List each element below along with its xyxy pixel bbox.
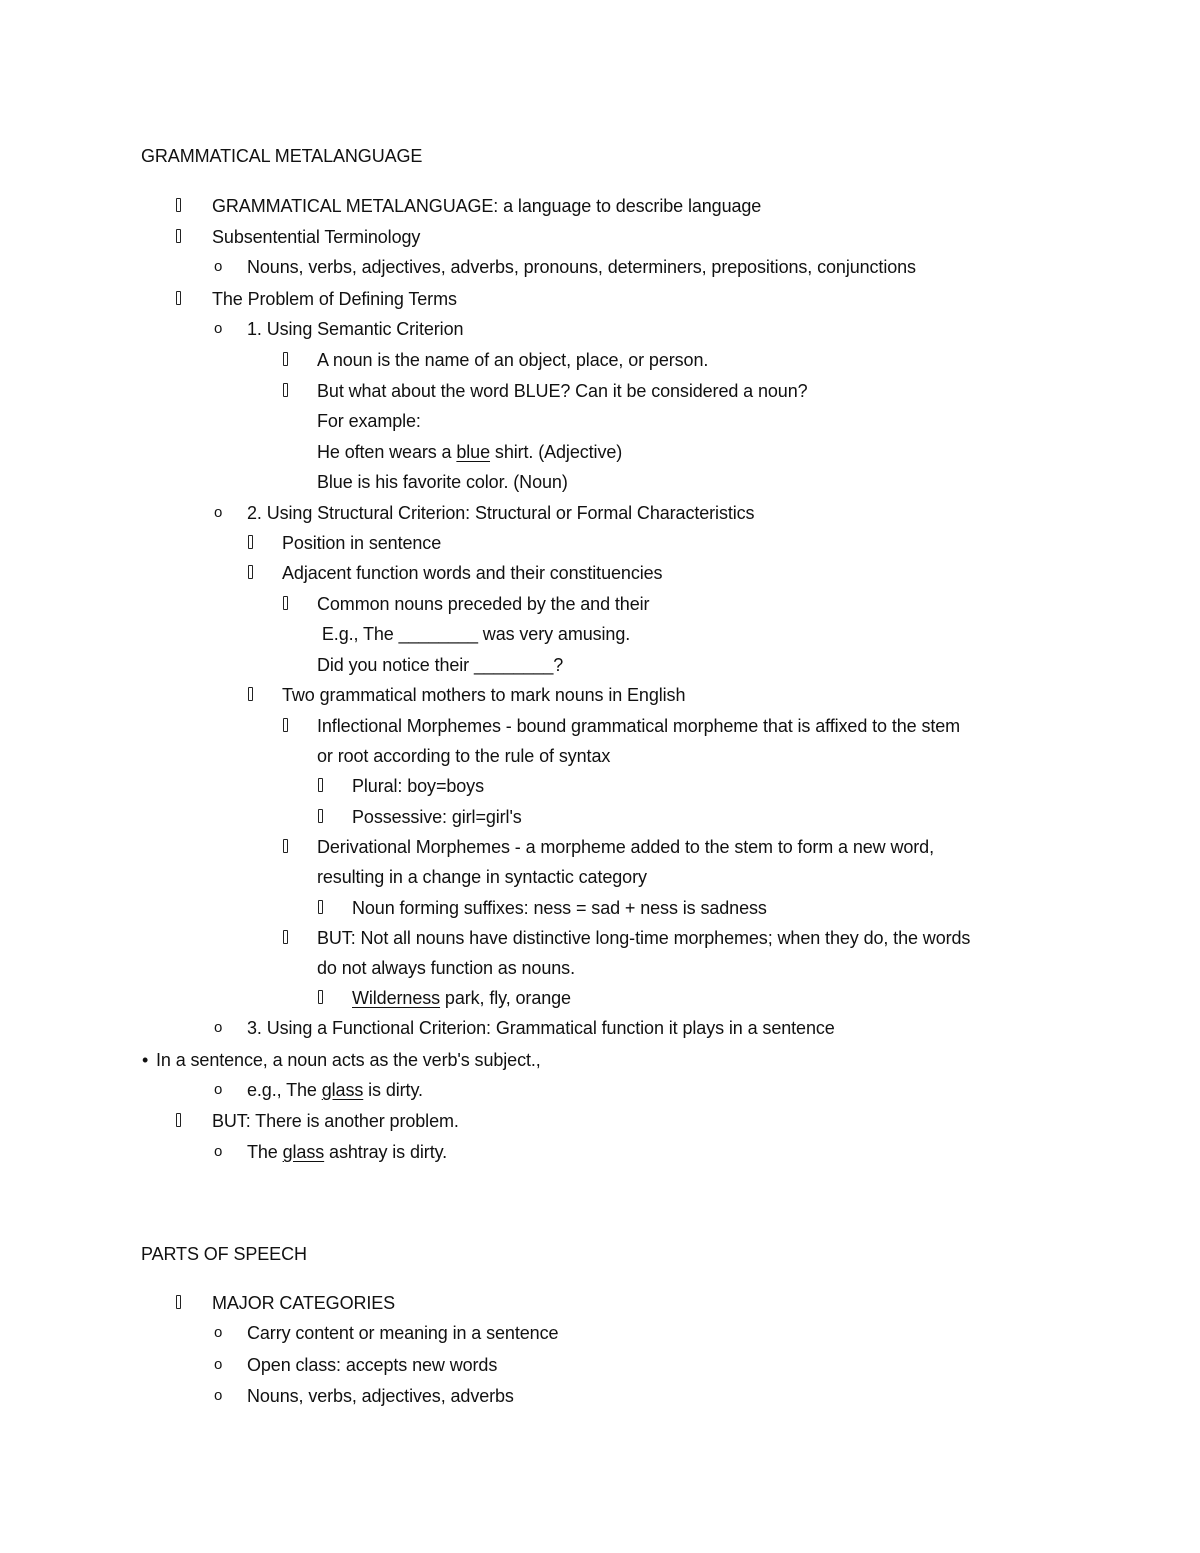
list-item-continuation: Blue is his favorite color. (Noun)	[317, 472, 568, 492]
list-item: Carry content or meaning in a sentence	[247, 1323, 559, 1343]
list-item	[352, 987, 571, 1009]
square-bullet-icon	[176, 1292, 181, 1316]
list-item: Common nouns preceded by the and their	[317, 594, 650, 614]
list-item-continuation: For example:	[317, 411, 421, 431]
circle-bullet-icon: o	[214, 1387, 223, 1404]
circle-bullet-icon: o	[214, 1019, 223, 1036]
square-bullet-icon	[283, 836, 288, 860]
circle-bullet-icon: o	[214, 1143, 223, 1160]
text-segment: park, fly, orange	[440, 988, 571, 1008]
square-bullet-icon	[318, 987, 323, 1011]
square-bullet-icon	[318, 775, 323, 799]
list-item-continuation	[317, 441, 622, 463]
list-item: Adjacent function words and their constituencies	[282, 563, 663, 583]
list-item: Nouns, verbs, adjectives, adverbs, pronouns, determiners, prepositions, conjunctions	[247, 257, 916, 277]
list-item: Two grammatical mothers to mark nouns in English	[282, 685, 686, 705]
underlined-word: Wilderness	[352, 988, 441, 1008]
list-item: In a sentence, a noun acts as the verb's subject.,	[156, 1050, 541, 1070]
square-bullet-icon	[318, 897, 323, 921]
list-item-continuation: do not always function as nouns.	[317, 958, 575, 978]
list-item: BUT: There is another problem.	[212, 1111, 459, 1131]
list-item: The Problem of Defining Terms	[212, 289, 457, 309]
list-item-continuation: resulting in a change in syntactic category	[317, 867, 647, 887]
list-item: Nouns, verbs, adjectives, adverbs	[247, 1386, 514, 1406]
square-bullet-icon	[248, 562, 253, 586]
list-item: Position in sentence	[282, 533, 442, 553]
square-bullet-icon	[283, 380, 288, 404]
list-item-continuation: or root according to the rule of syntax	[317, 746, 611, 766]
text-segment: ashtray is dirty.	[324, 1142, 448, 1162]
list-item: Inflectional Morphemes - bound grammatical morpheme that is affixed to the stem	[317, 716, 961, 736]
list-item-continuation: Did you notice their ________?	[317, 655, 564, 675]
list-item-continuation: E.g., The ________ was very amusing.	[317, 624, 631, 644]
square-bullet-icon	[176, 1110, 181, 1134]
list-item: But what about the word BLUE? Can it be considered a noun?	[317, 381, 808, 401]
list-item: Derivational Morphemes - a morpheme added to the stem to form a new word,	[317, 837, 934, 857]
text-segment: He often wears a	[317, 442, 457, 462]
text-segment: e.g., The	[247, 1080, 322, 1100]
text-segment: shirt. (Adjective)	[490, 442, 623, 462]
square-bullet-icon	[283, 349, 288, 373]
underlined-word: glass	[282, 1142, 325, 1162]
list-item: Open class: accepts new words	[247, 1355, 498, 1375]
section-heading: GRAMMATICAL METALANGUAGE	[141, 146, 423, 166]
section-heading: PARTS OF SPEECH	[141, 1244, 307, 1264]
square-bullet-icon	[283, 715, 288, 739]
circle-bullet-icon: o	[214, 1356, 223, 1373]
square-bullet-icon	[283, 927, 288, 951]
square-bullet-icon	[248, 684, 253, 708]
dot-bullet-icon: •	[142, 1050, 149, 1070]
list-item: BUT: Not all nouns have distinctive long-time morphemes; when they do, the words	[317, 928, 971, 948]
list-item: 2. Using Structural Criterion: Structural or Formal Characteristics	[247, 503, 755, 523]
circle-bullet-icon: o	[214, 504, 223, 521]
list-item: 3. Using a Functional Criterion: Grammatical function it plays in a sentence	[247, 1018, 835, 1038]
underlined-word: blue	[456, 442, 491, 462]
circle-bullet-icon: o	[214, 320, 223, 337]
underlined-word: glass	[321, 1080, 364, 1100]
square-bullet-icon	[176, 226, 181, 250]
list-item	[247, 1141, 447, 1163]
square-bullet-icon	[248, 532, 253, 556]
text-segment: is dirty.	[363, 1080, 423, 1100]
square-bullet-icon	[176, 288, 181, 312]
circle-bullet-icon: o	[214, 1081, 223, 1098]
circle-bullet-icon: o	[214, 1324, 223, 1341]
list-item	[247, 1079, 423, 1101]
list-item: Noun forming suffixes: ness = sad + ness is sadness	[352, 898, 767, 918]
list-item: GRAMMATICAL METALANGUAGE: a language to describe language	[212, 196, 762, 216]
list-item: Possessive: girl=girl's	[352, 807, 522, 827]
text-segment: The	[247, 1142, 283, 1162]
list-item: Subsentential Terminology	[212, 227, 421, 247]
square-bullet-icon	[176, 195, 181, 219]
square-bullet-icon	[318, 806, 323, 830]
list-item: A noun is the name of an object, place, or person.	[317, 350, 709, 370]
circle-bullet-icon: o	[214, 258, 223, 275]
list-item: 1. Using Semantic Criterion	[247, 319, 464, 339]
square-bullet-icon	[283, 593, 288, 617]
list-item: MAJOR CATEGORIES	[212, 1293, 396, 1313]
list-item: Plural: boy=boys	[352, 776, 484, 796]
